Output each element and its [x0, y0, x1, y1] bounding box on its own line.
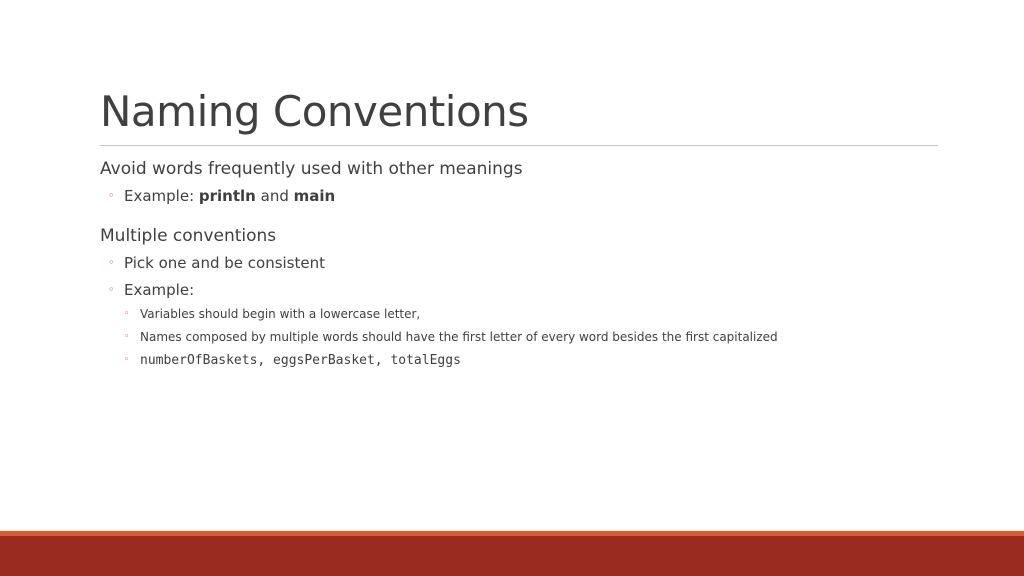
keyword-println: println [198, 187, 256, 205]
bullet-circle-icon: ◦ [124, 309, 130, 319]
bullet-circle-icon: ◦ [124, 332, 130, 342]
bullet-level2-example [100, 183, 938, 209]
bullet-text: Pick one and be consistent [124, 254, 325, 272]
bullet-circle-icon: ◦ [108, 283, 115, 296]
slide-body [100, 156, 938, 372]
bullet-circle-icon: ◦ [108, 256, 115, 269]
code-example-text: numberOfBaskets, eggsPerBasket, totalEggs [140, 353, 461, 368]
bullet-level1-multiple-conventions: Multiple conventions [100, 226, 277, 246]
example-prefix: Example: [124, 187, 199, 205]
example-joiner: and [255, 187, 294, 205]
bullet-level1-avoid-words: Avoid words frequently used with other meanings [100, 159, 523, 179]
bullet-level3-code-example [100, 349, 938, 372]
bullet-level2-example-label [100, 277, 938, 303]
bullet-text: Names composed by multiple words should have the first letter of every word besides the first capitalized [140, 330, 778, 344]
slide-title: Naming Conventions [100, 87, 529, 136]
bullet-text: Variables should begin with a lowercase letter, [140, 307, 421, 321]
bullet-level3-camelcase-rule [100, 326, 938, 349]
bullet-circle-icon: ◦ [124, 355, 130, 365]
keyword-main: main [293, 187, 336, 205]
bullet-level3-lowercase-rule [100, 303, 938, 326]
bullet-circle-icon: ◦ [108, 189, 115, 202]
title-divider [100, 145, 938, 146]
bullet-text: Example: [124, 281, 195, 299]
bullet-level2-pick-one [100, 250, 938, 276]
footer-bar [0, 536, 1024, 576]
